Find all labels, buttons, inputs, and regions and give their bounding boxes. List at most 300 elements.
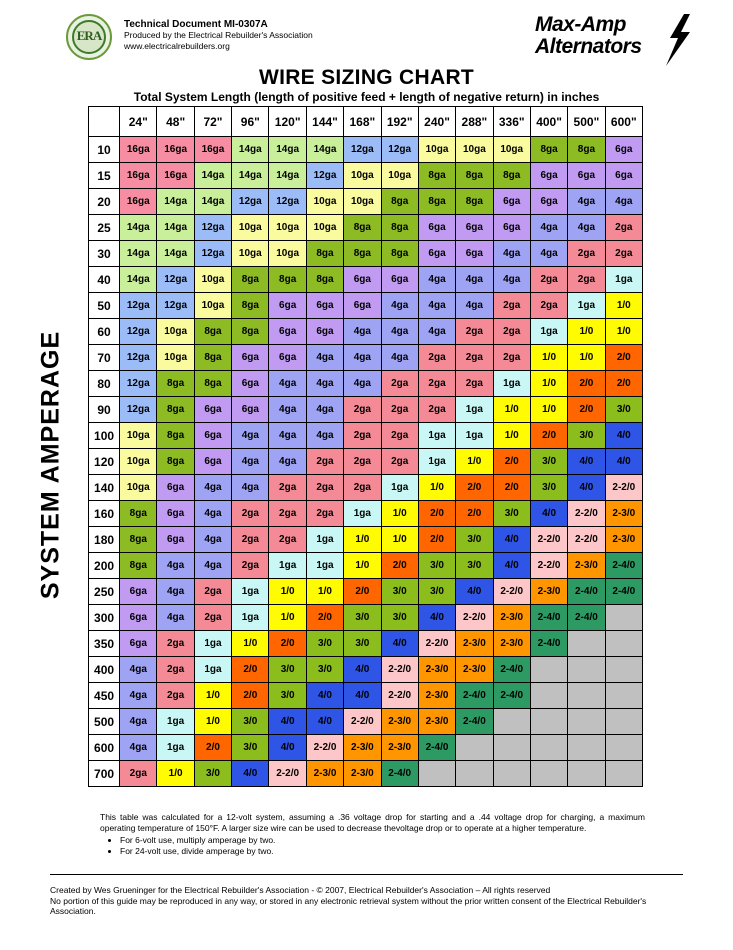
empty-cell — [568, 683, 605, 709]
wire-gauge-cell: 4/0 — [306, 683, 343, 709]
wire-gauge-cell: 8ga — [456, 189, 493, 215]
wire-gauge-cell: 3/0 — [418, 579, 455, 605]
wire-gauge-cell: 14ga — [120, 267, 157, 293]
wire-gauge-cell: 2ga — [232, 527, 269, 553]
wire-gauge-cell: 8ga — [306, 241, 343, 267]
empty-cell — [605, 683, 642, 709]
wire-gauge-cell: 8ga — [120, 553, 157, 579]
wire-gauge-cell: 1/0 — [568, 345, 605, 371]
wire-gauge-cell: 4ga — [605, 189, 642, 215]
wire-gauge-cell: 4ga — [194, 501, 231, 527]
wire-gauge-cell: 2/0 — [568, 397, 605, 423]
wire-gauge-cell: 2-4/0 — [605, 579, 642, 605]
wire-gauge-cell: 2-2/0 — [493, 579, 530, 605]
amperage-label: 15 — [89, 163, 120, 189]
table-row — [89, 137, 643, 163]
wire-gauge-cell: 4/0 — [306, 709, 343, 735]
wire-gauge-cell: 2/0 — [493, 475, 530, 501]
wire-gauge-cell: 4ga — [530, 215, 567, 241]
wire-gauge-cell: 10ga — [120, 449, 157, 475]
wire-gauge-cell: 2ga — [157, 683, 194, 709]
amperage-label: 160 — [89, 501, 120, 527]
wire-gauge-cell: 10ga — [493, 137, 530, 163]
wire-gauge-cell: 8ga — [232, 319, 269, 345]
table-row — [89, 345, 643, 371]
wire-gauge-cell: 2/0 — [306, 605, 343, 631]
wire-gauge-cell: 1/0 — [530, 397, 567, 423]
wire-gauge-cell: 6ga — [306, 319, 343, 345]
wire-gauge-cell: 1/0 — [381, 527, 418, 553]
wire-gauge-cell: 2-4/0 — [381, 761, 418, 787]
amperage-label: 25 — [89, 215, 120, 241]
wire-gauge-cell: 6ga — [232, 371, 269, 397]
wire-gauge-cell: 3/0 — [269, 657, 306, 683]
table-row — [89, 449, 643, 475]
note-item-6v: • For 6-volt use, multiply amperage by two. — [120, 835, 645, 846]
wire-gauge-cell: 4ga — [120, 709, 157, 735]
table-row — [89, 631, 643, 657]
wire-gauge-cell: 2/0 — [194, 735, 231, 761]
table-row — [89, 319, 643, 345]
wire-gauge-cell: 2ga — [418, 397, 455, 423]
wire-gauge-cell: 1/0 — [194, 709, 231, 735]
wire-gauge-cell: 2ga — [456, 319, 493, 345]
wire-gauge-cell: 4ga — [568, 189, 605, 215]
table-row — [89, 293, 643, 319]
wire-gauge-cell: 8ga — [381, 189, 418, 215]
wire-gauge-cell: 6ga — [381, 267, 418, 293]
amperage-label: 80 — [89, 371, 120, 397]
wire-gauge-cell: 2ga — [493, 319, 530, 345]
wire-gauge-cell: 4ga — [194, 553, 231, 579]
wire-gauge-cell: 4/0 — [493, 527, 530, 553]
wire-gauge-cell: 2/0 — [456, 475, 493, 501]
wire-gauge-cell: 4/0 — [568, 475, 605, 501]
wire-gauge-cell: 2-3/0 — [418, 657, 455, 683]
wire-gauge-cell: 8ga — [493, 163, 530, 189]
empty-cell — [605, 761, 642, 787]
wire-gauge-cell: 4/0 — [232, 761, 269, 787]
wire-gauge-cell: 3/0 — [344, 605, 381, 631]
wire-gauge-cell: 8ga — [194, 319, 231, 345]
wire-gauge-cell: 2-4/0 — [456, 709, 493, 735]
wire-gauge-cell: 1/0 — [269, 579, 306, 605]
wire-gauge-cell: 1/0 — [194, 683, 231, 709]
wire-gauge-cell: 10ga — [344, 189, 381, 215]
wire-gauge-cell: 2ga — [381, 423, 418, 449]
wire-gauge-cell: 4/0 — [269, 735, 306, 761]
table-row — [89, 527, 643, 553]
amperage-label: 400 — [89, 657, 120, 683]
wire-gauge-cell: 10ga — [157, 345, 194, 371]
wire-gauge-cell: 8ga — [157, 423, 194, 449]
empty-cell — [530, 761, 567, 787]
wire-gauge-cell: 8ga — [344, 215, 381, 241]
wire-gauge-cell: 12ga — [157, 293, 194, 319]
wire-gauge-cell: 2ga — [456, 345, 493, 371]
wire-gauge-cell: 14ga — [194, 189, 231, 215]
wire-gauge-cell: 10ga — [194, 267, 231, 293]
wire-gauge-cell: 1ga — [418, 449, 455, 475]
amperage-label: 450 — [89, 683, 120, 709]
wire-gauge-cell: 14ga — [194, 163, 231, 189]
wire-gauge-cell: 6ga — [194, 423, 231, 449]
chart-title: WIRE SIZING CHART — [258, 66, 475, 89]
table-row — [89, 423, 643, 449]
column-header: 120" — [269, 107, 306, 137]
wire-gauge-cell: 2ga — [605, 215, 642, 241]
empty-cell — [605, 605, 642, 631]
wire-gauge-cell: 1ga — [418, 423, 455, 449]
amperage-label: 500 — [89, 709, 120, 735]
wire-gauge-cell: 2/0 — [418, 527, 455, 553]
wire-gauge-cell: 16ga — [120, 163, 157, 189]
wire-gauge-cell: 2/0 — [493, 449, 530, 475]
wire-gauge-cell: 2ga — [456, 371, 493, 397]
table-row — [89, 735, 643, 761]
wire-gauge-cell: 4ga — [493, 267, 530, 293]
wire-gauge-cell: 6ga — [418, 215, 455, 241]
wire-gauge-cell: 3/0 — [568, 423, 605, 449]
wire-gauge-cell: 2-4/0 — [605, 553, 642, 579]
wire-gauge-cell: 2-2/0 — [456, 605, 493, 631]
wire-gauge-cell: 12ga — [232, 189, 269, 215]
wire-gauge-cell: 10ga — [344, 163, 381, 189]
wire-gauge-cell: 2ga — [157, 657, 194, 683]
column-header: 288" — [456, 107, 493, 137]
column-header: 168" — [344, 107, 381, 137]
wire-gauge-cell: 4ga — [418, 319, 455, 345]
wire-gauge-cell: 4ga — [232, 475, 269, 501]
amperage-label: 20 — [89, 189, 120, 215]
lightning-bolt-icon — [662, 14, 692, 66]
wire-gauge-cell: 2/0 — [344, 579, 381, 605]
table-row — [89, 657, 643, 683]
footer — [50, 885, 683, 917]
wire-gauge-cell: 1/0 — [493, 423, 530, 449]
wire-gauge-cell: 10ga — [120, 423, 157, 449]
amperage-label: 60 — [89, 319, 120, 345]
wire-gauge-cell: 8ga — [456, 163, 493, 189]
amperage-label: 180 — [89, 527, 120, 553]
wire-gauge-cell: 2/0 — [418, 501, 455, 527]
wire-gauge-cell: 4ga — [568, 215, 605, 241]
wire-gauge-cell: 4ga — [194, 475, 231, 501]
wire-gauge-cell: 4ga — [232, 423, 269, 449]
column-header: 400" — [530, 107, 567, 137]
wire-gauge-cell: 1/0 — [381, 501, 418, 527]
wire-gauge-cell: 1/0 — [232, 631, 269, 657]
wire-gauge-cell: 8ga — [232, 293, 269, 319]
empty-cell — [530, 657, 567, 683]
wire-gauge-cell: 6ga — [344, 267, 381, 293]
wire-gauge-cell: 6ga — [269, 345, 306, 371]
wire-gauge-cell: 2-3/0 — [605, 501, 642, 527]
column-header: 192" — [381, 107, 418, 137]
wire-gauge-cell: 2-2/0 — [568, 501, 605, 527]
wire-gauge-cell: 14ga — [157, 215, 194, 241]
wire-gauge-cell: 14ga — [269, 163, 306, 189]
wire-gauge-cell: 4ga — [418, 293, 455, 319]
table-row — [89, 267, 643, 293]
table-row — [89, 761, 643, 787]
amperage-label: 120 — [89, 449, 120, 475]
wire-gauge-cell: 4/0 — [568, 449, 605, 475]
wire-gauge-cell: 6ga — [418, 241, 455, 267]
notes-text: This table was calculated for a 12-volt system, assuming a .36 voltage drop for starting and a .44 voltage drop for charging, a maximum operating temperature of 150°F. A larger size wire can be used to decrease thevoltage drop or to operate at a higher temperature. — [100, 812, 645, 833]
column-header: 240" — [418, 107, 455, 137]
wire-gauge-cell: 2-3/0 — [381, 735, 418, 761]
wire-gauge-cell: 3/0 — [605, 397, 642, 423]
empty-cell — [456, 735, 493, 761]
wire-gauge-cell: 2/0 — [232, 683, 269, 709]
empty-cell — [493, 735, 530, 761]
wire-gauge-cell: 1ga — [344, 501, 381, 527]
wire-gauge-cell: 2ga — [306, 475, 343, 501]
brand-line-1: Max-Amp — [535, 13, 627, 36]
wire-gauge-cell: 2ga — [530, 293, 567, 319]
footer-credit: Created by Wes Grueninger for the Electrical Rebuilder's Association - © 2007, Electrical Rebuilder's Association – All rights reserved — [50, 885, 551, 895]
wire-gauge-cell: 1/0 — [269, 605, 306, 631]
wire-gauge-cell: 3/0 — [530, 449, 567, 475]
wire-gauge-cell: 14ga — [269, 137, 306, 163]
wire-gauge-cell: 3/0 — [418, 553, 455, 579]
wire-gauge-cell: 2ga — [530, 267, 567, 293]
wire-gauge-cell: 10ga — [269, 215, 306, 241]
wire-gauge-cell: 12ga — [120, 371, 157, 397]
wire-gauge-cell: 2-3/0 — [493, 605, 530, 631]
note-item-24v: • For 24-volt use, divide amperage by two. — [120, 846, 645, 857]
empty-cell — [605, 657, 642, 683]
wire-gauge-cell: 4ga — [306, 397, 343, 423]
column-header: 144" — [306, 107, 343, 137]
wire-gauge-cell: 4ga — [493, 241, 530, 267]
wire-gauge-cell: 4ga — [120, 683, 157, 709]
wire-gauge-cell: 1ga — [381, 475, 418, 501]
wire-gauge-cell: 6ga — [568, 163, 605, 189]
wire-gauge-cell: 2/0 — [456, 501, 493, 527]
wire-gauge-cell: 1ga — [306, 527, 343, 553]
amperage-label: 10 — [89, 137, 120, 163]
wire-gauge-cell: 8ga — [418, 163, 455, 189]
document-header — [0, 0, 733, 70]
column-header: 600" — [605, 107, 642, 137]
notes-list — [100, 835, 645, 856]
wire-gauge-cell: 2-3/0 — [418, 709, 455, 735]
wire-gauge-cell: 6ga — [493, 189, 530, 215]
wire-gauge-cell: 14ga — [232, 163, 269, 189]
empty-cell — [568, 657, 605, 683]
empty-cell — [530, 735, 567, 761]
wire-gauge-cell: 6ga — [157, 475, 194, 501]
empty-cell — [605, 631, 642, 657]
wire-gauge-cell: 3/0 — [456, 527, 493, 553]
column-header-row — [89, 107, 643, 137]
column-header: 24" — [120, 107, 157, 137]
amperage-label: 250 — [89, 579, 120, 605]
chart-subtitle: Total System Length (length of positive feed + length of negative return) in inches — [133, 90, 600, 104]
wire-gauge-cell: 2ga — [344, 423, 381, 449]
wire-gauge-cell: 6ga — [493, 215, 530, 241]
wire-gauge-cell: 2ga — [120, 761, 157, 787]
wire-gauge-cell: 6ga — [194, 397, 231, 423]
wire-gauge-cell: 2-3/0 — [381, 709, 418, 735]
wire-gauge-cell: 1/0 — [530, 345, 567, 371]
y-axis-label-text: SYSTEM AMPERAGE — [36, 330, 65, 600]
wire-gauge-cell: 2-2/0 — [530, 527, 567, 553]
wire-gauge-cell: 4ga — [418, 267, 455, 293]
wire-gauge-cell: 6ga — [157, 527, 194, 553]
wire-gauge-cell: 6ga — [306, 293, 343, 319]
table-row — [89, 683, 643, 709]
wire-gauge-cell: 12ga — [120, 397, 157, 423]
wire-gauge-cell: 12ga — [120, 293, 157, 319]
wire-gauge-cell: 4/0 — [493, 553, 530, 579]
wire-gauge-cell: 6ga — [120, 631, 157, 657]
wire-gauge-cell: 2-4/0 — [530, 631, 567, 657]
wire-gauge-cell: 4ga — [157, 605, 194, 631]
wire-gauge-cell: 4ga — [306, 371, 343, 397]
wire-gauge-cell: 8ga — [418, 189, 455, 215]
wire-gauge-cell: 1/0 — [418, 475, 455, 501]
column-header: 336" — [493, 107, 530, 137]
empty-cell — [568, 709, 605, 735]
wire-gauge-cell: 1/0 — [493, 397, 530, 423]
wire-gauge-cell: 8ga — [381, 215, 418, 241]
notes-block — [100, 812, 645, 856]
wire-gauge-cell: 12ga — [344, 137, 381, 163]
wire-gauge-cell: 1ga — [530, 319, 567, 345]
amperage-label: 40 — [89, 267, 120, 293]
empty-cell — [605, 735, 642, 761]
empty-cell — [530, 709, 567, 735]
wire-gauge-cell: 6ga — [530, 163, 567, 189]
wire-gauge-cell: 2-3/0 — [456, 631, 493, 657]
wire-gauge-cell: 10ga — [306, 189, 343, 215]
wire-gauge-cell: 2-2/0 — [605, 475, 642, 501]
wire-gauge-cell: 1ga — [232, 579, 269, 605]
wire-gauge-cell: 16ga — [120, 189, 157, 215]
wire-gauge-cell: 4ga — [157, 553, 194, 579]
wire-gauge-cell: 2ga — [269, 501, 306, 527]
wire-gauge-cell: 2ga — [605, 241, 642, 267]
wire-gauge-cell: 8ga — [157, 371, 194, 397]
wire-gauge-cell: 2-4/0 — [530, 605, 567, 631]
wire-gauge-cell: 4ga — [120, 735, 157, 761]
wire-gauge-cell: 4/0 — [344, 683, 381, 709]
wire-gauge-cell: 4/0 — [605, 449, 642, 475]
wire-gauge-cell: 14ga — [157, 241, 194, 267]
amperage-label: 600 — [89, 735, 120, 761]
wire-gauge-cell: 2ga — [269, 527, 306, 553]
wire-gauge-cell: 4ga — [381, 293, 418, 319]
wire-gauge-cell: 3/0 — [381, 579, 418, 605]
wire-gauge-cell: 8ga — [344, 241, 381, 267]
wire-gauge-cell: 4/0 — [269, 709, 306, 735]
wire-gauge-cell: 12ga — [120, 345, 157, 371]
wire-gauge-cell: 2-4/0 — [418, 735, 455, 761]
wire-gauge-cell: 4ga — [381, 345, 418, 371]
wire-gauge-cell: 2/0 — [381, 553, 418, 579]
brand-line-2: Alternators — [535, 35, 642, 58]
wire-gauge-cell: 14ga — [157, 189, 194, 215]
wire-gauge-cell: 2ga — [381, 371, 418, 397]
wire-gauge-cell: 12ga — [194, 215, 231, 241]
wire-gauge-cell: 4ga — [344, 345, 381, 371]
wire-gauge-cell: 1ga — [269, 553, 306, 579]
wire-gauge-cell: 10ga — [194, 293, 231, 319]
amperage-label: 350 — [89, 631, 120, 657]
wire-gauge-cell: 2ga — [194, 605, 231, 631]
wire-gauge-cell: 3/0 — [232, 735, 269, 761]
table-row — [89, 163, 643, 189]
wire-gauge-cell: 4ga — [344, 371, 381, 397]
wire-gauge-cell: 2/0 — [605, 371, 642, 397]
wire-gauge-cell: 1/0 — [344, 527, 381, 553]
wire-gauge-cell: 10ga — [269, 241, 306, 267]
wire-gauge-cell: 2ga — [344, 475, 381, 501]
wire-gauge-cell: 4/0 — [381, 631, 418, 657]
wire-gauge-cell: 2-3/0 — [493, 631, 530, 657]
producer-line: Produced by the Electrical Rebuilder's Association — [124, 30, 313, 40]
amperage-label: 30 — [89, 241, 120, 267]
amperage-label: 50 — [89, 293, 120, 319]
wire-gauge-cell: 1ga — [157, 709, 194, 735]
wire-gauge-cell: 6ga — [456, 241, 493, 267]
wire-gauge-cell: 14ga — [306, 137, 343, 163]
wire-gauge-cell: 8ga — [381, 241, 418, 267]
wire-gauge-cell: 2/0 — [568, 371, 605, 397]
wire-gauge-cell: 1ga — [605, 267, 642, 293]
wire-gauge-cell: 6ga — [232, 345, 269, 371]
amperage-label: 100 — [89, 423, 120, 449]
wire-gauge-cell: 16ga — [120, 137, 157, 163]
table-row — [89, 605, 643, 631]
wire-gauge-cell: 4ga — [120, 657, 157, 683]
wire-gauge-cell: 4ga — [456, 267, 493, 293]
wire-gauge-cell: 12ga — [157, 267, 194, 293]
table-row — [89, 709, 643, 735]
wire-gauge-cell: 1/0 — [456, 449, 493, 475]
wire-gauge-cell: 6ga — [120, 605, 157, 631]
empty-cell — [568, 735, 605, 761]
amperage-label: 200 — [89, 553, 120, 579]
wire-gauge-cell: 2-3/0 — [418, 683, 455, 709]
wire-gauge-cell: 8ga — [530, 137, 567, 163]
wire-gauge-cell: 2ga — [194, 579, 231, 605]
wire-gauge-cell: 10ga — [418, 137, 455, 163]
wire-gauge-cell: 6ga — [120, 579, 157, 605]
wire-gauge-cell: 3/0 — [493, 501, 530, 527]
wire-gauge-cell: 2ga — [381, 449, 418, 475]
era-logo — [66, 14, 112, 60]
wire-gauge-cell: 8ga — [120, 527, 157, 553]
wire-gauge-cell: 6ga — [269, 293, 306, 319]
wire-gauge-cell: 10ga — [232, 215, 269, 241]
wire-gauge-cell: 10ga — [232, 241, 269, 267]
wire-gauge-cell: 6ga — [344, 293, 381, 319]
wire-gauge-cell: 14ga — [120, 241, 157, 267]
wire-gauge-cell: 3/0 — [269, 683, 306, 709]
wire-gauge-cell: 1ga — [232, 605, 269, 631]
wire-gauge-cell: 4ga — [306, 345, 343, 371]
wire-gauge-cell: 4/0 — [456, 579, 493, 605]
wire-gauge-cell: 6ga — [232, 397, 269, 423]
empty-cell — [568, 761, 605, 787]
website-link[interactable]: www.electricalrebuilders.org — [124, 41, 230, 51]
wire-gauge-cell: 2/0 — [269, 631, 306, 657]
wire-gauge-cell: 4/0 — [418, 605, 455, 631]
